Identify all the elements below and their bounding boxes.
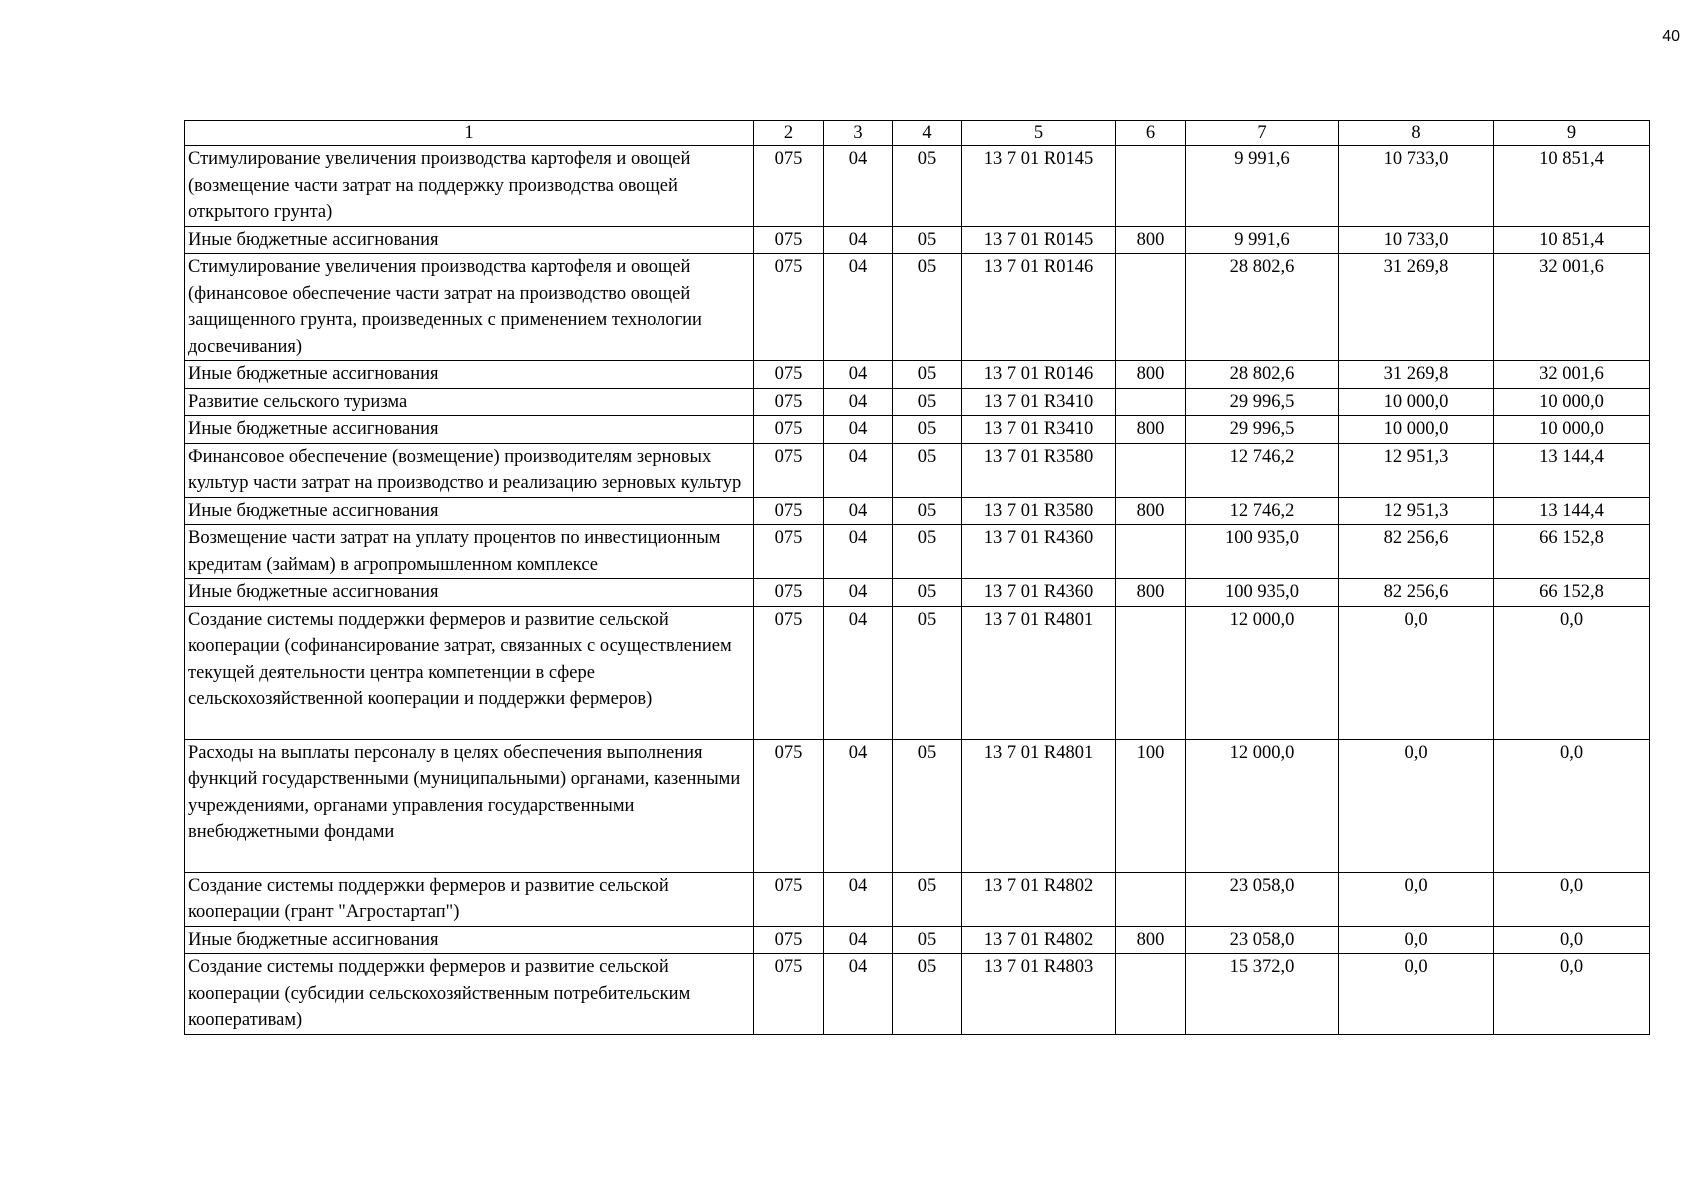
item-name-cell: Иные бюджетные ассигнования [185, 361, 754, 389]
amount-year1-cell: 12 746,2 [1186, 443, 1339, 497]
admin-code-cell: 075 [754, 872, 824, 926]
section-cell: 04 [824, 497, 893, 525]
expense-type-cell [1116, 146, 1186, 227]
expense-type-cell: 800 [1116, 361, 1186, 389]
subsection-cell: 05 [893, 579, 962, 607]
target-article-cell: 13 7 01 R3410 [962, 388, 1116, 416]
table-row [185, 606, 1650, 739]
amount-year3-cell: 10 851,4 [1494, 226, 1650, 254]
amount-year2-cell: 10 000,0 [1339, 416, 1494, 444]
admin-code-cell: 075 [754, 388, 824, 416]
item-name-cell: Иные бюджетные ассигнования [185, 497, 754, 525]
expense-type-cell [1116, 388, 1186, 416]
target-article-cell: 13 7 01 R4801 [962, 606, 1116, 739]
section-cell: 04 [824, 416, 893, 444]
section-cell: 04 [824, 926, 893, 954]
table-row [185, 525, 1650, 579]
table-row [185, 926, 1650, 954]
amount-year3-cell: 32 001,6 [1494, 361, 1650, 389]
admin-code-cell: 075 [754, 416, 824, 444]
item-name-cell: Расходы на выплаты персоналу в целях обеспечения выполнения функций государственными (муниципальными) органами, казенными учреждениями, органами управления государственными внебюджетными фондами [185, 739, 754, 872]
amount-year1-cell: 12 000,0 [1186, 606, 1339, 739]
table-row [185, 954, 1650, 1035]
header-cell: 7 [1186, 121, 1339, 146]
amount-year2-cell: 0,0 [1339, 606, 1494, 739]
section-cell: 04 [824, 525, 893, 579]
item-name-cell: Стимулирование увеличения производства картофеля и овощей (финансовое обеспечение части затрат на производство овощей защищенного грунта, произведенных с применением технологии досвечивания) [185, 254, 754, 361]
admin-code-cell: 075 [754, 497, 824, 525]
header-cell: 8 [1339, 121, 1494, 146]
amount-year2-cell: 12 951,3 [1339, 443, 1494, 497]
item-name-cell: Создание системы поддержки фермеров и развитие сельской кооперации (грант "Агростартап") [185, 872, 754, 926]
target-article-cell: 13 7 01 R4360 [962, 579, 1116, 607]
amount-year1-cell: 23 058,0 [1186, 872, 1339, 926]
header-cell: 5 [962, 121, 1116, 146]
item-name-cell: Иные бюджетные ассигнования [185, 226, 754, 254]
subsection-cell: 05 [893, 146, 962, 227]
amount-year2-cell: 10 733,0 [1339, 226, 1494, 254]
item-name-cell: Развитие сельского туризма [185, 388, 754, 416]
admin-code-cell: 075 [754, 254, 824, 361]
amount-year1-cell: 29 996,5 [1186, 416, 1339, 444]
header-cell: 3 [824, 121, 893, 146]
table-row [185, 416, 1650, 444]
table-row [185, 739, 1650, 872]
amount-year3-cell: 10 000,0 [1494, 388, 1650, 416]
table-row [185, 254, 1650, 361]
target-article-cell: 13 7 01 R3580 [962, 497, 1116, 525]
amount-year2-cell: 10 733,0 [1339, 146, 1494, 227]
target-article-cell: 13 7 01 R0146 [962, 254, 1116, 361]
admin-code-cell: 075 [754, 361, 824, 389]
expense-type-cell: 800 [1116, 226, 1186, 254]
amount-year3-cell: 10 000,0 [1494, 416, 1650, 444]
amount-year3-cell: 0,0 [1494, 606, 1650, 739]
target-article-cell: 13 7 01 R4802 [962, 926, 1116, 954]
expense-type-cell [1116, 954, 1186, 1035]
amount-year2-cell: 82 256,6 [1339, 525, 1494, 579]
section-cell: 04 [824, 954, 893, 1035]
amount-year2-cell: 12 951,3 [1339, 497, 1494, 525]
item-name-cell: Иные бюджетные ассигнования [185, 416, 754, 444]
subsection-cell: 05 [893, 416, 962, 444]
section-cell: 04 [824, 388, 893, 416]
amount-year1-cell: 12 746,2 [1186, 497, 1339, 525]
amount-year3-cell: 0,0 [1494, 954, 1650, 1035]
header-cell: 9 [1494, 121, 1650, 146]
amount-year1-cell: 100 935,0 [1186, 579, 1339, 607]
subsection-cell: 05 [893, 361, 962, 389]
expense-type-cell [1116, 525, 1186, 579]
admin-code-cell: 075 [754, 525, 824, 579]
subsection-cell: 05 [893, 954, 962, 1035]
item-name-cell: Возмещение части затрат на уплату процентов по инвестиционным кредитам (займам) в агропромышленном комплексе [185, 525, 754, 579]
amount-year2-cell: 0,0 [1339, 872, 1494, 926]
subsection-cell: 05 [893, 926, 962, 954]
item-name-cell: Создание системы поддержки фермеров и развитие сельской кооперации (софинансирование затрат, связанных с осуществлением текущей деятельности центра компетенции в сфере сельскохозяйственной кооперации и поддержки фермеров) [185, 606, 754, 739]
target-article-cell: 13 7 01 R3580 [962, 443, 1116, 497]
target-article-cell: 13 7 01 R4801 [962, 739, 1116, 872]
subsection-cell: 05 [893, 739, 962, 872]
expense-type-cell: 800 [1116, 579, 1186, 607]
page-number: 40 [1662, 28, 1680, 45]
admin-code-cell: 075 [754, 606, 824, 739]
amount-year2-cell: 0,0 [1339, 739, 1494, 872]
amount-year1-cell: 100 935,0 [1186, 525, 1339, 579]
section-cell: 04 [824, 579, 893, 607]
target-article-cell: 13 7 01 R4803 [962, 954, 1116, 1035]
amount-year3-cell: 10 851,4 [1494, 146, 1650, 227]
amount-year2-cell: 0,0 [1339, 954, 1494, 1035]
amount-year2-cell: 31 269,8 [1339, 361, 1494, 389]
target-article-cell: 13 7 01 R4360 [962, 525, 1116, 579]
table-row [185, 388, 1650, 416]
table-body [185, 146, 1650, 1035]
expense-type-cell [1116, 443, 1186, 497]
header-row [185, 121, 1650, 146]
admin-code-cell: 075 [754, 226, 824, 254]
amount-year3-cell: 66 152,8 [1494, 579, 1650, 607]
section-cell: 04 [824, 361, 893, 389]
subsection-cell: 05 [893, 443, 962, 497]
amount-year3-cell: 32 001,6 [1494, 254, 1650, 361]
target-article-cell: 13 7 01 R3410 [962, 416, 1116, 444]
subsection-cell: 05 [893, 254, 962, 361]
admin-code-cell: 075 [754, 443, 824, 497]
amount-year1-cell: 28 802,6 [1186, 254, 1339, 361]
admin-code-cell: 075 [754, 739, 824, 872]
expense-type-cell [1116, 606, 1186, 739]
table-row [185, 361, 1650, 389]
expense-type-cell: 800 [1116, 926, 1186, 954]
subsection-cell: 05 [893, 525, 962, 579]
amount-year3-cell: 0,0 [1494, 872, 1650, 926]
header-cell: 2 [754, 121, 824, 146]
target-article-cell: 13 7 01 R4802 [962, 872, 1116, 926]
header-cell: 4 [893, 121, 962, 146]
expense-type-cell [1116, 254, 1186, 361]
section-cell: 04 [824, 739, 893, 872]
amount-year1-cell: 29 996,5 [1186, 388, 1339, 416]
section-cell: 04 [824, 443, 893, 497]
amount-year1-cell: 23 058,0 [1186, 926, 1339, 954]
section-cell: 04 [824, 146, 893, 227]
item-name-cell: Финансовое обеспечение (возмещение) производителям зерновых культур части затрат на производство и реализацию зерновых культур [185, 443, 754, 497]
admin-code-cell: 075 [754, 146, 824, 227]
subsection-cell: 05 [893, 872, 962, 926]
table-row [185, 497, 1650, 525]
section-cell: 04 [824, 226, 893, 254]
item-name-cell: Иные бюджетные ассигнования [185, 579, 754, 607]
budget-table [184, 120, 1650, 1035]
amount-year1-cell: 28 802,6 [1186, 361, 1339, 389]
expense-type-cell: 100 [1116, 739, 1186, 872]
subsection-cell: 05 [893, 497, 962, 525]
admin-code-cell: 075 [754, 926, 824, 954]
item-name-cell: Иные бюджетные ассигнования [185, 926, 754, 954]
subsection-cell: 05 [893, 226, 962, 254]
amount-year1-cell: 12 000,0 [1186, 739, 1339, 872]
target-article-cell: 13 7 01 R0145 [962, 146, 1116, 227]
item-name-cell: Создание системы поддержки фермеров и развитие сельской кооперации (субсидии сельскохозяйственным потребительским кооперативам) [185, 954, 754, 1035]
expense-type-cell [1116, 872, 1186, 926]
target-article-cell: 13 7 01 R0145 [962, 226, 1116, 254]
table-row [185, 146, 1650, 227]
amount-year3-cell: 0,0 [1494, 739, 1650, 872]
table-row [185, 579, 1650, 607]
amount-year1-cell: 9 991,6 [1186, 146, 1339, 227]
section-cell: 04 [824, 872, 893, 926]
expense-type-cell: 800 [1116, 416, 1186, 444]
subsection-cell: 05 [893, 606, 962, 739]
admin-code-cell: 075 [754, 579, 824, 607]
amount-year1-cell: 9 991,6 [1186, 226, 1339, 254]
amount-year3-cell: 13 144,4 [1494, 497, 1650, 525]
amount-year2-cell: 0,0 [1339, 926, 1494, 954]
amount-year3-cell: 0,0 [1494, 926, 1650, 954]
amount-year1-cell: 15 372,0 [1186, 954, 1339, 1035]
table-row [185, 226, 1650, 254]
amount-year2-cell: 31 269,8 [1339, 254, 1494, 361]
admin-code-cell: 075 [754, 954, 824, 1035]
amount-year3-cell: 13 144,4 [1494, 443, 1650, 497]
section-cell: 04 [824, 606, 893, 739]
expense-type-cell: 800 [1116, 497, 1186, 525]
header-cell: 1 [185, 121, 754, 146]
amount-year3-cell: 66 152,8 [1494, 525, 1650, 579]
amount-year2-cell: 10 000,0 [1339, 388, 1494, 416]
subsection-cell: 05 [893, 388, 962, 416]
item-name-cell: Стимулирование увеличения производства картофеля и овощей (возмещение части затрат на поддержку производства овощей открытого грунта) [185, 146, 754, 227]
target-article-cell: 13 7 01 R0146 [962, 361, 1116, 389]
section-cell: 04 [824, 254, 893, 361]
table-row [185, 443, 1650, 497]
header-cell: 6 [1116, 121, 1186, 146]
amount-year2-cell: 82 256,6 [1339, 579, 1494, 607]
table-row [185, 872, 1650, 926]
